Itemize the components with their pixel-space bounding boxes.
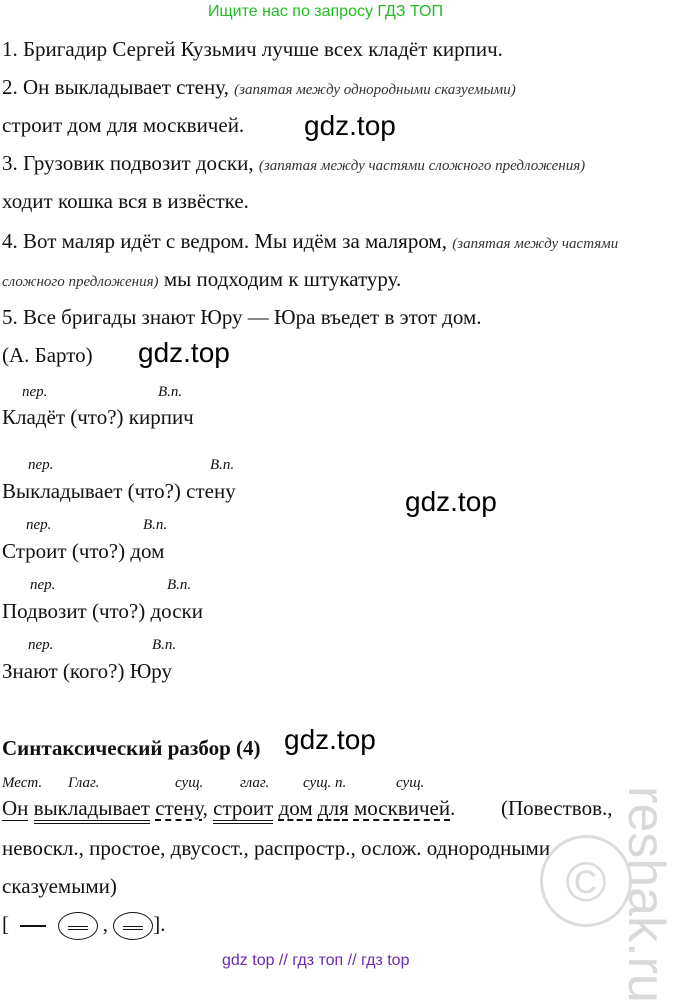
- parse-desc-1: (Повествов.,: [501, 796, 613, 820]
- sentence-4-cont: [2, 267, 401, 292]
- scheme-subject-line: [20, 925, 46, 927]
- watermark-2: gdz.top: [138, 337, 230, 368]
- sentence-scheme: [2, 912, 166, 940]
- parse-heading: Синтаксический разбор (4): [2, 736, 261, 760]
- pair-3: Строит (что?) дом: [2, 539, 165, 563]
- sentence-4-text-2: мы подходим к штукатуру.: [163, 267, 402, 291]
- sentence-5: 5. Все бригады знают Юру — Юра въедет в этот дом.: [2, 305, 482, 329]
- sentence-1: 1. Бригадир Сергей Кузьмич лучше всех кладёт кирпич.: [2, 37, 503, 61]
- mark-per-3: пер.: [26, 517, 52, 533]
- sentence-3: [2, 151, 585, 176]
- scheme-predicate-oval-1: [58, 912, 98, 940]
- word-predicate-1: выкладывает: [34, 796, 150, 824]
- scheme-predicate-oval-2: [113, 912, 153, 940]
- pair-4: Подвозит (что?) доски: [2, 599, 203, 623]
- reshak-watermark: reshak.ru: [617, 786, 675, 1003]
- word-comma: ,: [202, 796, 208, 820]
- mark-vp-1: В.п.: [158, 384, 183, 400]
- sentence-3-cont: ходит кошка вся в извёстке.: [2, 189, 249, 213]
- pos-label-4: глаг.: [240, 775, 270, 791]
- pair-1: Кладёт (что?) кирпич: [2, 405, 194, 429]
- footer-links: gdz top // гдз топ // гдз top: [222, 952, 410, 969]
- author: (А. Барто): [2, 343, 93, 367]
- mark-vp-3: В.п.: [143, 517, 168, 533]
- sentence-4: [2, 229, 618, 254]
- mark-per-2: пер.: [28, 457, 54, 473]
- copyright-icon: ©: [540, 835, 632, 927]
- sentence-2: [2, 75, 516, 100]
- sentence-3-text: 3. Грузовик подвозит доски,: [2, 151, 254, 175]
- scheme-close: ].: [153, 912, 166, 936]
- sentence-2-text: 2. Он выкладывает стену,: [2, 75, 229, 99]
- pos-label-5: сущ. п.: [303, 775, 347, 791]
- mark-per-1: пер.: [22, 384, 48, 400]
- parse-desc-2: невоскл., простое, двусост., распростр., ослож. однородными: [2, 836, 551, 860]
- sentence-2-cont: строит дом для москвичей.: [2, 113, 245, 137]
- mark-vp-5: В.п.: [152, 637, 177, 653]
- parse-desc-3: сказуемыми): [2, 874, 117, 898]
- pos-label-1: Мест.: [2, 775, 43, 791]
- sentence-4-note-1: (запятая между частями: [452, 236, 619, 252]
- sentence-3-note: (запятая между частями сложного предложения): [258, 158, 586, 174]
- word-subject: Он: [2, 796, 29, 820]
- mark-vp-2: В.п.: [210, 457, 235, 473]
- watermark-1: gdz.top: [304, 110, 396, 141]
- pair-2: Выкладывает (что?) стену: [2, 479, 236, 503]
- word-prep: для: [317, 796, 349, 820]
- parsed-sentence: [2, 796, 455, 821]
- scheme-open: [: [2, 912, 9, 936]
- sentence-2-note: (запятая между однородными сказуемыми): [234, 82, 516, 98]
- sentence-4-text: 4. Вот маляр идёт с ведром. Мы идём за маляром,: [2, 229, 447, 253]
- word-object-1: стену: [155, 796, 203, 820]
- pair-5: Знают (кого?) Юру: [2, 659, 173, 683]
- pos-label-6: сущ.: [396, 775, 425, 791]
- mark-per-5: пер.: [28, 637, 54, 653]
- word-object-2: дом: [278, 796, 313, 820]
- scheme-comma: ,: [102, 912, 108, 936]
- watermark-4: gdz.top: [284, 724, 376, 755]
- watermark-3: gdz.top: [405, 486, 497, 517]
- pos-label-2: Глаг.: [68, 775, 100, 791]
- mark-per-4: пер.: [30, 577, 56, 593]
- mark-vp-4: В.п.: [167, 577, 192, 593]
- word-object-3: москвичей: [353, 796, 451, 820]
- top-banner: Ищите нас по запросу ГДЗ ТОП: [208, 3, 443, 20]
- word-dot: .: [450, 796, 456, 820]
- pos-label-3: сущ.: [175, 775, 204, 791]
- sentence-4-note-2: сложного предложения): [2, 274, 159, 290]
- word-predicate-2: строит: [213, 796, 273, 824]
